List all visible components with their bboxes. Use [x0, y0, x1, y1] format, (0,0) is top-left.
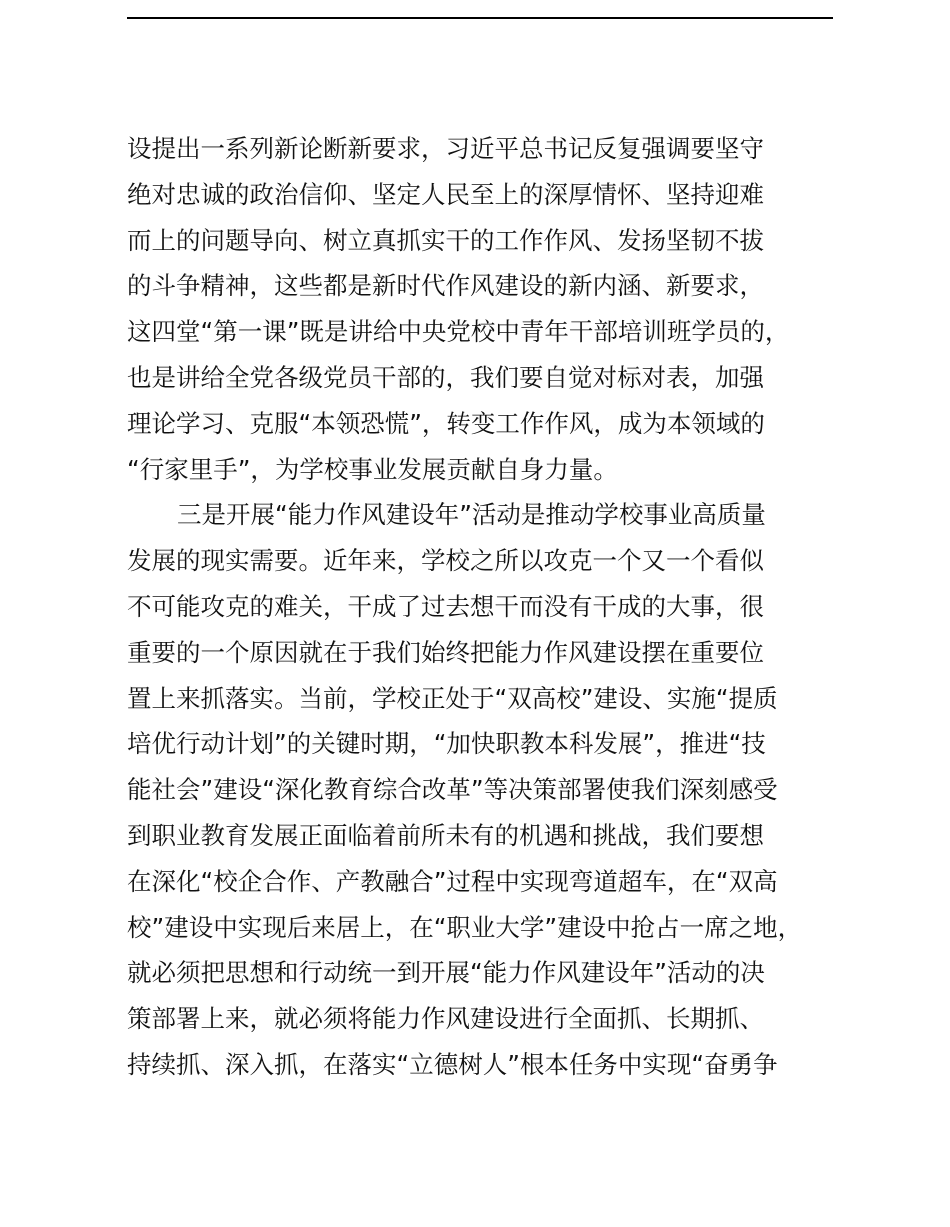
text-line: 这四堂“第一课”既是讲给中央党校中青年干部培训班学员的， — [127, 317, 790, 347]
text-line: 能社会”建设“深化教育综合改革”等决策部署使我们深刻感受 — [127, 775, 778, 805]
text-line: 也是讲给全党各级党员干部的，我们要自觉对标对表，加强 — [127, 362, 764, 392]
text-line: 策部署上来，就必须将能力作风建设进行全面抓、长期抓、 — [127, 1004, 764, 1034]
text-line: 发展的现实需要。近年来，学校之所以攻克一个又一个看似 — [127, 546, 764, 576]
text-line: 校”建设中实现后来居上，在“职业大学”建设中抢占一席之地， — [127, 912, 803, 942]
text-line: 而上的问题导向、树立真抓实干的工作作风、发扬坚韧不拔 — [127, 225, 764, 255]
header-rule — [127, 17, 833, 19]
text-line: “行家里手”，为学校事业发展贡献自身力量。 — [127, 454, 618, 484]
paragraph-start-line: 三是开展“能力作风建设年”活动是推动学校事业高质量 — [177, 500, 766, 530]
text-line: 就必须把思想和行动统一到开展“能力作风建设年”活动的决 — [127, 958, 765, 988]
text-line: 持续抓、深入抓，在落实“立德树人”根本任务中实现“奋勇争 — [127, 1049, 778, 1079]
text-line: 培优行动计划”的关键时期，“加快职教本科发展”，推进“技 — [127, 729, 766, 759]
text-line: 不可能攻克的难关，干成了过去想干而没有干成的大事，很 — [127, 591, 764, 621]
body-text — [127, 126, 857, 1088]
text-line: 绝对忠诚的政治信仰、坚定人民至上的深厚情怀、坚持迎难 — [127, 179, 764, 209]
text-line: 重要的一个原因就在于我们始终把能力作风建设摆在重要位 — [127, 637, 764, 667]
text-line: 置上来抓落实。当前，学校正处于“双高校”建设、实施“提质 — [127, 683, 778, 713]
text-line: 理论学习、克服“本领恐慌”，转变工作作风，成为本领域的 — [127, 408, 765, 438]
text-line: 设提出一系列新论断新要求，习近平总书记反复强调要坚守 — [127, 134, 764, 163]
text-line: 在深化“校企合作、产教融合”过程中实现弯道超车，在“双高 — [127, 866, 778, 896]
text-line: 到职业教育发展正面临着前所未有的机遇和挑战，我们要想 — [127, 820, 764, 850]
text-line: 的斗争精神，这些都是新时代作风建设的新内涵、新要求， — [127, 271, 764, 301]
